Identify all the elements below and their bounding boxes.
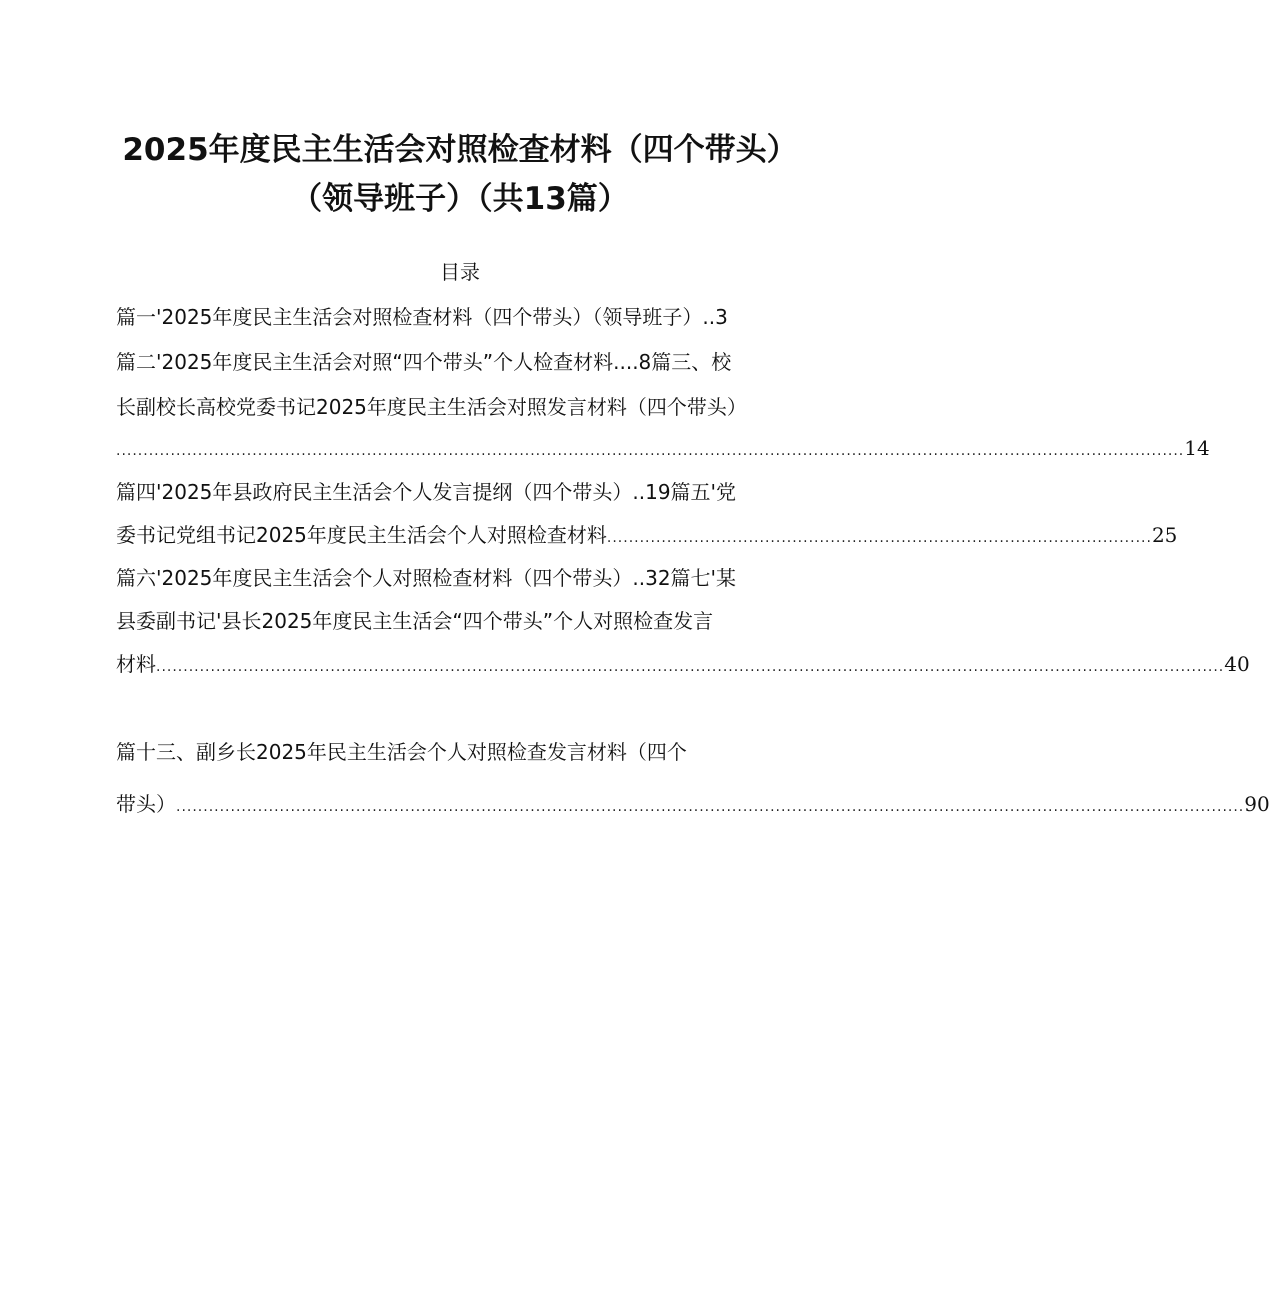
toc-page-number: 25 <box>1151 523 1178 547</box>
dot-leader: .................................................................................................................................................................................................... <box>176 799 1245 815</box>
toc-line-text: 长副校长高校党委书记2025年度民主生活会对照发言材料（四个带头） <box>116 395 747 419</box>
toc-line[interactable] <box>116 563 826 593</box>
toc-line[interactable] <box>116 302 826 332</box>
toc-line-text: 篇六'2025年度民主生活会个人对照检查材料（四个带头）..32篇七'某 <box>116 566 737 590</box>
document-title-line-1: 2025年度民主生活会对照检查材料（四个带头） <box>122 132 798 168</box>
toc-line-leader[interactable] <box>116 520 1178 550</box>
toc-line-text: 篇十三、副乡长2025年民主生活会个人对照检查发言材料（四个 <box>116 740 687 764</box>
toc-line-text: 材料 <box>116 652 156 676</box>
toc-line-text: 县委副书记'县长2025年度民主生活会“四个带头”个人对照检查发言 <box>116 609 714 633</box>
toc-line-text: 篇二'2025年度民主生活会对照“四个带头”个人检查材料....8篇三、校 <box>116 350 732 374</box>
dot-leader: .................................................................................................... <box>606 530 1152 546</box>
dot-leader: .................................................................................................................................................................................................... <box>116 443 1185 459</box>
toc-line-text: 篇一'2025年度民主生活会对照检查材料（四个带头）（领导班子）..3 <box>116 305 728 329</box>
toc-page-number: 14 <box>1184 436 1210 460</box>
document-title-line-2: （领导班子）（共13篇） <box>291 181 629 217</box>
toc-line[interactable] <box>116 392 826 422</box>
toc-line-text: 带头） <box>116 792 176 816</box>
dot-leader: .................................................................................................................................................................................................... <box>156 659 1225 675</box>
toc-line[interactable] <box>116 347 826 377</box>
toc-line[interactable] <box>116 737 826 767</box>
toc-line[interactable] <box>116 606 826 636</box>
toc-page-number: 90 <box>1244 792 1270 816</box>
toc-line-leader[interactable] <box>116 649 1250 679</box>
toc-heading: 目录 <box>440 260 480 284</box>
toc-line-text: 篇四'2025年县政府民主生活会个人发言提纲（四个带头）..19篇五'党 <box>116 480 737 504</box>
toc-line-leader[interactable] <box>116 789 1270 819</box>
toc-line-leader[interactable] <box>116 433 1210 463</box>
toc-line[interactable] <box>116 477 826 507</box>
toc-line-text: 委书记党组书记2025年度民主生活会个人对照检查材料 <box>116 523 607 547</box>
toc-page-number: 40 <box>1224 652 1250 676</box>
